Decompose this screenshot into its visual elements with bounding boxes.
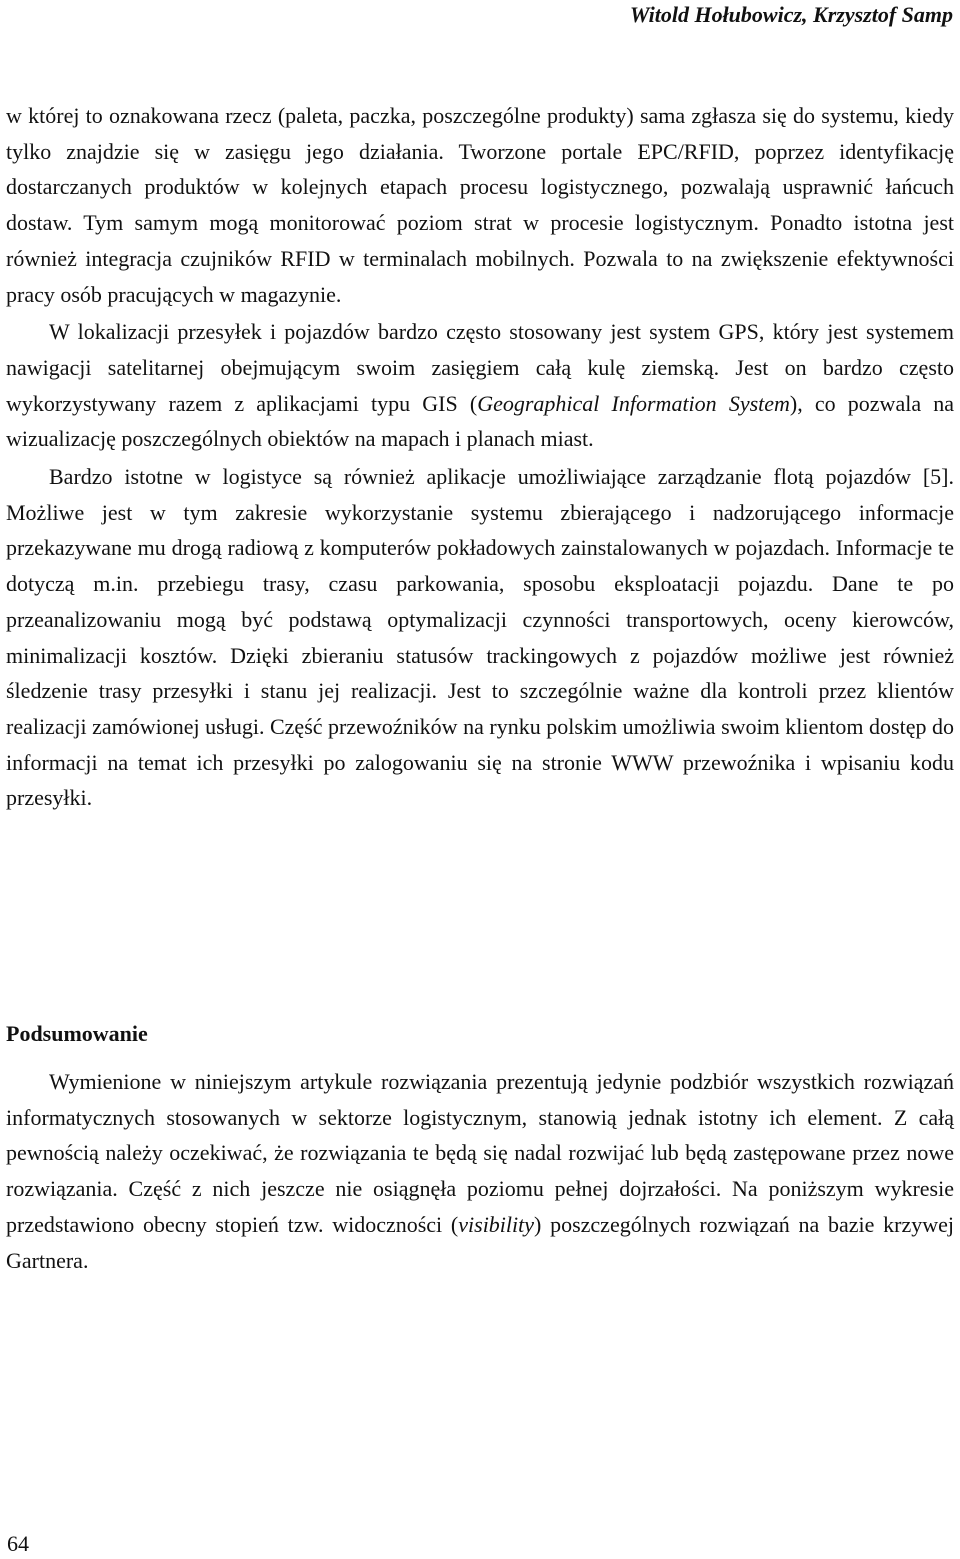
page-number: 64 [7,1531,29,1556]
body-block-1 [6,98,954,816]
paragraph-summary-text-1: Wymienione w niniejszym artykule rozwiązania prezentują jedynie podzbiór wszystkich rozwiązań informatycznych stosowanych w sektorze logistycznym, stanowią jednak istotny ich element. Z całą pewnością należy oczekiwać, że rozwiązania te będą się nadal rozwijać lub będą zastępowane przez nowe rozwiązania. Część z nich jeszcze nie osiągnęła poziomu pełnej dojrzałości. Na poniższym wykresie przedstawiono obecny stopień tzw. widoczności ( [6,1069,954,1237]
paragraph-gps-text-1: W lokalizacji przesyłek i pojazdów bardzo często stosowany jest system GPS, który jest systemem nawigacji satelitarnej obejmującym swoim zasięgiem całą kulę ziemską. Jest on bardzo często wykorzystywany razem z aplikacjami typu GIS ( [6,319,954,416]
paragraph-gps-text-2: ), co pozwala na wizualizację poszczególnych obiektów na mapach i planach miast. [6,390,954,452]
running-header: Witold Hołubowicz, Krzysztof Samp [629,2,953,27]
paragraph-summary [6,1064,954,1278]
body-block-2 [6,1064,954,1278]
paragraph-summary-italic-term: visibility [458,1211,535,1237]
paragraph-summary-text-2: ) poszczególnych rozwiązań na bazie krzywej Gartnera. [6,1211,954,1273]
paragraph-rfid: w której to oznakowana rzecz (paleta, paczka, poszczególne produkty) sama zgłasza się do systemu, kiedy tylko znajdzie się w zasięgu jego działania. Tworzone portale EPC/RFID, poprzez identyfikację dostarczanych produktów w kolejnych etapach procesu logistycznego, pozwalają usprawnić łańcuch dostaw. Tym samym mogą monitorować poziom strat w procesie logistycznym. Ponadto istotna jest również integracja czujników RFID w terminalach mobilnych. Pozwala to na zwiększenie efektywności pracy osób pracujących w magazynie. [6,103,954,307]
section-heading: Podsumowanie [6,1021,148,1046]
paragraph-gps-italic-term: Geographical Information System [477,390,790,416]
paragraph-gps [6,314,954,457]
paragraph-fleet: Bardzo istotne w logistyce są również aplikacje umożliwiające zarządzanie flotą pojazdów [5]. Możliwe jest w tym zakresie wykorzystanie systemu zbierającego i nadzorującego informacje przekazywane mu drogą radiową z komputerów pokładowych zainstalowanych w pojazdach. Informacje te dotyczą m.in. przebiegu trasy, czasu parkowania, sposobu eksploatacji pojazdu. Dane te po przeanalizowaniu mogą być podstawą optymalizacji czynności transportowych, oceny kierowców, minimalizacji kosztów. Dzięki zbieraniu statusów trackingowych z pojazdów możliwe jest również śledzenie trasy przesyłki i stanu jej realizacji. Jest to szczególnie ważne dla kontroli przez klientów realizacji zamówionej usługi. Część przewoźników na rynku polskim umożliwia swoim klientom dostęp do informacji na temat ich przesyłki po zalogowaniu się na stronie WWW przewoźnika i wpisaniu kodu przesyłki. [6,464,954,811]
